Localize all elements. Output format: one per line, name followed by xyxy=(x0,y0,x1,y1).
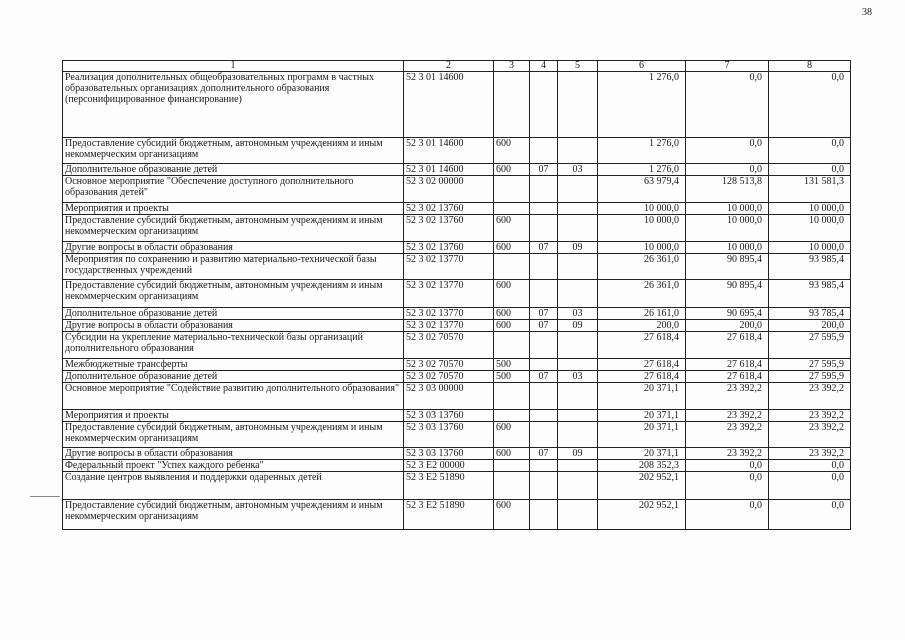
cell-value: 27 618,4 xyxy=(598,359,686,371)
cell-code: 52 3 02 13770 xyxy=(404,254,494,280)
cell-subsection: 09 xyxy=(558,242,598,254)
header-cell: 5 xyxy=(558,61,598,72)
table-row xyxy=(63,254,851,280)
table-row xyxy=(63,242,851,254)
budget-table xyxy=(62,60,851,530)
cell-code: 52 3 03 13760 xyxy=(404,410,494,422)
cell-expense-type xyxy=(494,176,530,203)
cell-code: 52 3 02 70570 xyxy=(404,371,494,383)
header-cell: 2 xyxy=(404,61,494,72)
table-row xyxy=(63,500,851,530)
cell-expense-type xyxy=(494,332,530,359)
cell-value: 0,0 xyxy=(686,164,769,176)
cell-name: Межбюджетные трансферты xyxy=(63,359,404,371)
cell-value: 26 161,0 xyxy=(598,308,686,320)
cell-subsection xyxy=(558,203,598,215)
cell-value: 23 392,2 xyxy=(686,383,769,410)
cell-value: 23 392,2 xyxy=(769,410,851,422)
table-row xyxy=(63,472,851,500)
cell-value: 0,0 xyxy=(686,472,769,500)
cell-expense-type: 600 xyxy=(494,215,530,242)
cell-subsection xyxy=(558,72,598,138)
cell-name: Другие вопросы в области образования xyxy=(63,448,404,460)
table-row xyxy=(63,448,851,460)
cell-value: 93 785,4 xyxy=(769,308,851,320)
cell-name: Предоставление субсидий бюджетным, автономным учреждениям и иным некоммерческим организациям xyxy=(63,280,404,308)
cell-value: 200,0 xyxy=(598,320,686,332)
cell-section xyxy=(530,138,558,164)
cell-code: 52 3 E2 51890 xyxy=(404,500,494,530)
cell-subsection xyxy=(558,359,598,371)
cell-code: 52 3 02 13770 xyxy=(404,320,494,332)
header-cell: 1 xyxy=(63,61,404,72)
table-row xyxy=(63,72,851,138)
cell-value: 0,0 xyxy=(686,460,769,472)
cell-value: 27 595,9 xyxy=(769,371,851,383)
cell-value: 23 392,2 xyxy=(769,448,851,460)
cell-value: 26 361,0 xyxy=(598,280,686,308)
cell-subsection: 03 xyxy=(558,164,598,176)
table-row xyxy=(63,410,851,422)
cell-expense-type: 600 xyxy=(494,280,530,308)
cell-expense-type: 600 xyxy=(494,448,530,460)
cell-name: Мероприятия по сохранению и развитию материально-технической базы государственных учреждений xyxy=(63,254,404,280)
table-row xyxy=(63,164,851,176)
cell-code: 52 3 02 13760 xyxy=(404,203,494,215)
cell-expense-type: 600 xyxy=(494,308,530,320)
cell-code: 52 3 03 13760 xyxy=(404,422,494,448)
cell-name: Дополнительное образование детей xyxy=(63,371,404,383)
cell-value: 0,0 xyxy=(686,72,769,138)
table-row xyxy=(63,280,851,308)
cell-section xyxy=(530,472,558,500)
cell-code: 52 3 02 70570 xyxy=(404,359,494,371)
cell-name: Федеральный проект "Успех каждого ребенка" xyxy=(63,460,404,472)
cell-expense-type xyxy=(494,72,530,138)
header-cell: 3 xyxy=(494,61,530,72)
cell-name: Основное мероприятие "Обеспечение доступного дополнительного образования детей" xyxy=(63,176,404,203)
cell-expense-type: 600 xyxy=(494,138,530,164)
cell-expense-type: 600 xyxy=(494,164,530,176)
cell-value: 0,0 xyxy=(769,138,851,164)
cell-expense-type: 600 xyxy=(494,242,530,254)
cell-value: 27 618,4 xyxy=(686,359,769,371)
cell-section xyxy=(530,359,558,371)
cell-section xyxy=(530,332,558,359)
cell-code: 52 3 E2 00000 xyxy=(404,460,494,472)
cell-value: 27 595,9 xyxy=(769,332,851,359)
cell-code: 52 3 01 14600 xyxy=(404,138,494,164)
cell-subsection xyxy=(558,280,598,308)
cell-subsection xyxy=(558,332,598,359)
cell-name: Другие вопросы в области образования xyxy=(63,242,404,254)
cell-value: 63 979,4 xyxy=(598,176,686,203)
cell-section xyxy=(530,203,558,215)
cell-value: 0,0 xyxy=(769,460,851,472)
cell-subsection xyxy=(558,472,598,500)
cell-code: 52 3 02 13760 xyxy=(404,215,494,242)
cell-section: 07 xyxy=(530,448,558,460)
cell-subsection xyxy=(558,410,598,422)
cell-value: 200,0 xyxy=(686,320,769,332)
cell-value: 93 985,4 xyxy=(769,254,851,280)
margin-mark xyxy=(30,496,60,497)
header-cell: 8 xyxy=(769,61,851,72)
cell-expense-type xyxy=(494,472,530,500)
cell-value: 93 985,4 xyxy=(769,280,851,308)
cell-subsection xyxy=(558,500,598,530)
cell-value: 90 895,4 xyxy=(686,280,769,308)
table-row xyxy=(63,138,851,164)
cell-value: 10 000,0 xyxy=(598,215,686,242)
cell-name: Субсидии на укрепление материально-технической базы организаций дополнительного образования xyxy=(63,332,404,359)
table-row xyxy=(63,320,851,332)
table-row xyxy=(63,371,851,383)
cell-subsection xyxy=(558,254,598,280)
cell-value: 27 618,4 xyxy=(598,332,686,359)
cell-value: 1 276,0 xyxy=(598,164,686,176)
table-row xyxy=(63,215,851,242)
cell-expense-type: 500 xyxy=(494,359,530,371)
cell-name: Реализация дополнительных общеобразовательных программ в частных образовательных организациях дополнительного образования (персонифицированное финансирование) xyxy=(63,72,404,138)
cell-value: 208 352,3 xyxy=(598,460,686,472)
page-number: 38 xyxy=(862,7,872,18)
cell-name: Мероприятия и проекты xyxy=(63,410,404,422)
cell-value: 20 371,1 xyxy=(598,410,686,422)
cell-name: Мероприятия и проекты xyxy=(63,203,404,215)
cell-section xyxy=(530,254,558,280)
cell-value: 26 361,0 xyxy=(598,254,686,280)
cell-subsection xyxy=(558,383,598,410)
cell-value: 200,0 xyxy=(769,320,851,332)
cell-code: 52 3 03 13760 xyxy=(404,448,494,460)
cell-section xyxy=(530,176,558,203)
cell-value: 0,0 xyxy=(769,164,851,176)
cell-expense-type xyxy=(494,460,530,472)
table-row xyxy=(63,359,851,371)
cell-value: 20 371,1 xyxy=(598,422,686,448)
table-row xyxy=(63,460,851,472)
cell-value: 20 371,1 xyxy=(598,383,686,410)
cell-value: 23 392,2 xyxy=(769,383,851,410)
cell-section xyxy=(530,410,558,422)
cell-code: 52 3 01 14600 xyxy=(404,72,494,138)
cell-value: 10 000,0 xyxy=(598,242,686,254)
cell-value: 1 276,0 xyxy=(598,72,686,138)
cell-section: 07 xyxy=(530,320,558,332)
cell-name: Создание центров выявления и поддержки одаренных детей xyxy=(63,472,404,500)
cell-value: 0,0 xyxy=(686,138,769,164)
cell-subsection: 09 xyxy=(558,448,598,460)
cell-code: 52 3 02 00000 xyxy=(404,176,494,203)
cell-code: 52 3 02 13760 xyxy=(404,242,494,254)
cell-subsection: 09 xyxy=(558,320,598,332)
cell-value: 0,0 xyxy=(769,72,851,138)
header-cell: 6 xyxy=(598,61,686,72)
cell-name: Дополнительное образование детей xyxy=(63,164,404,176)
cell-subsection: 03 xyxy=(558,308,598,320)
cell-section xyxy=(530,422,558,448)
cell-value: 27 595,9 xyxy=(769,359,851,371)
cell-value: 27 618,4 xyxy=(598,371,686,383)
cell-value: 90 695,4 xyxy=(686,308,769,320)
cell-value: 23 392,2 xyxy=(686,410,769,422)
cell-section xyxy=(530,215,558,242)
header-cell: 7 xyxy=(686,61,769,72)
cell-name: Предоставление субсидий бюджетным, автономным учреждениям и иным некоммерческим организациям xyxy=(63,215,404,242)
cell-section xyxy=(530,500,558,530)
cell-code: 52 3 02 70570 xyxy=(404,332,494,359)
cell-expense-type xyxy=(494,410,530,422)
cell-value: 202 952,1 xyxy=(598,500,686,530)
cell-value: 128 513,8 xyxy=(686,176,769,203)
cell-expense-type: 600 xyxy=(494,500,530,530)
cell-value: 10 000,0 xyxy=(686,215,769,242)
cell-section xyxy=(530,72,558,138)
table-row xyxy=(63,383,851,410)
cell-name: Дополнительное образование детей xyxy=(63,308,404,320)
cell-name: Другие вопросы в области образования xyxy=(63,320,404,332)
cell-section: 07 xyxy=(530,371,558,383)
cell-name: Предоставление субсидий бюджетным, автономным учреждениям и иным некоммерческим организациям xyxy=(63,138,404,164)
table-row xyxy=(63,176,851,203)
table-row xyxy=(63,422,851,448)
cell-value: 23 392,2 xyxy=(686,422,769,448)
cell-subsection: 03 xyxy=(558,371,598,383)
cell-value: 0,0 xyxy=(769,472,851,500)
header-cell: 4 xyxy=(530,61,558,72)
cell-value: 0,0 xyxy=(686,500,769,530)
cell-value: 1 276,0 xyxy=(598,138,686,164)
cell-value: 90 895,4 xyxy=(686,254,769,280)
cell-value: 10 000,0 xyxy=(769,215,851,242)
cell-expense-type xyxy=(494,254,530,280)
cell-value: 10 000,0 xyxy=(769,203,851,215)
cell-subsection xyxy=(558,460,598,472)
cell-name: Предоставление субсидий бюджетным, автономным учреждениям и иным некоммерческим организациям xyxy=(63,422,404,448)
cell-value: 10 000,0 xyxy=(769,242,851,254)
cell-subsection xyxy=(558,215,598,242)
cell-value: 27 618,4 xyxy=(686,332,769,359)
cell-expense-type: 600 xyxy=(494,320,530,332)
cell-value: 10 000,0 xyxy=(686,242,769,254)
cell-subsection xyxy=(558,138,598,164)
cell-value: 0,0 xyxy=(769,500,851,530)
header-row xyxy=(63,61,851,72)
cell-expense-type xyxy=(494,203,530,215)
cell-value: 202 952,1 xyxy=(598,472,686,500)
cell-section xyxy=(530,460,558,472)
table-row xyxy=(63,203,851,215)
cell-code: 52 3 02 13770 xyxy=(404,280,494,308)
cell-code: 52 3 03 00000 xyxy=(404,383,494,410)
cell-section: 07 xyxy=(530,242,558,254)
cell-value: 27 618,4 xyxy=(686,371,769,383)
cell-value: 10 000,0 xyxy=(686,203,769,215)
table-row xyxy=(63,308,851,320)
table-row xyxy=(63,332,851,359)
cell-code: 52 3 02 13770 xyxy=(404,308,494,320)
cell-expense-type: 500 xyxy=(494,371,530,383)
cell-value: 10 000,0 xyxy=(598,203,686,215)
cell-section: 07 xyxy=(530,164,558,176)
cell-name: Предоставление субсидий бюджетным, автономным учреждениям и иным некоммерческим организациям xyxy=(63,500,404,530)
cell-subsection xyxy=(558,176,598,203)
cell-name: Основное мероприятие "Содействие развитию дополнительного образования" xyxy=(63,383,404,410)
cell-code: 52 3 01 14600 xyxy=(404,164,494,176)
cell-expense-type xyxy=(494,383,530,410)
cell-value: 23 392,2 xyxy=(769,422,851,448)
cell-code: 52 3 E2 51890 xyxy=(404,472,494,500)
cell-section xyxy=(530,280,558,308)
cell-value: 23 392,2 xyxy=(686,448,769,460)
cell-section: 07 xyxy=(530,308,558,320)
cell-expense-type: 600 xyxy=(494,422,530,448)
cell-value: 131 581,3 xyxy=(769,176,851,203)
cell-subsection xyxy=(558,422,598,448)
cell-value: 20 371,1 xyxy=(598,448,686,460)
cell-section xyxy=(530,383,558,410)
